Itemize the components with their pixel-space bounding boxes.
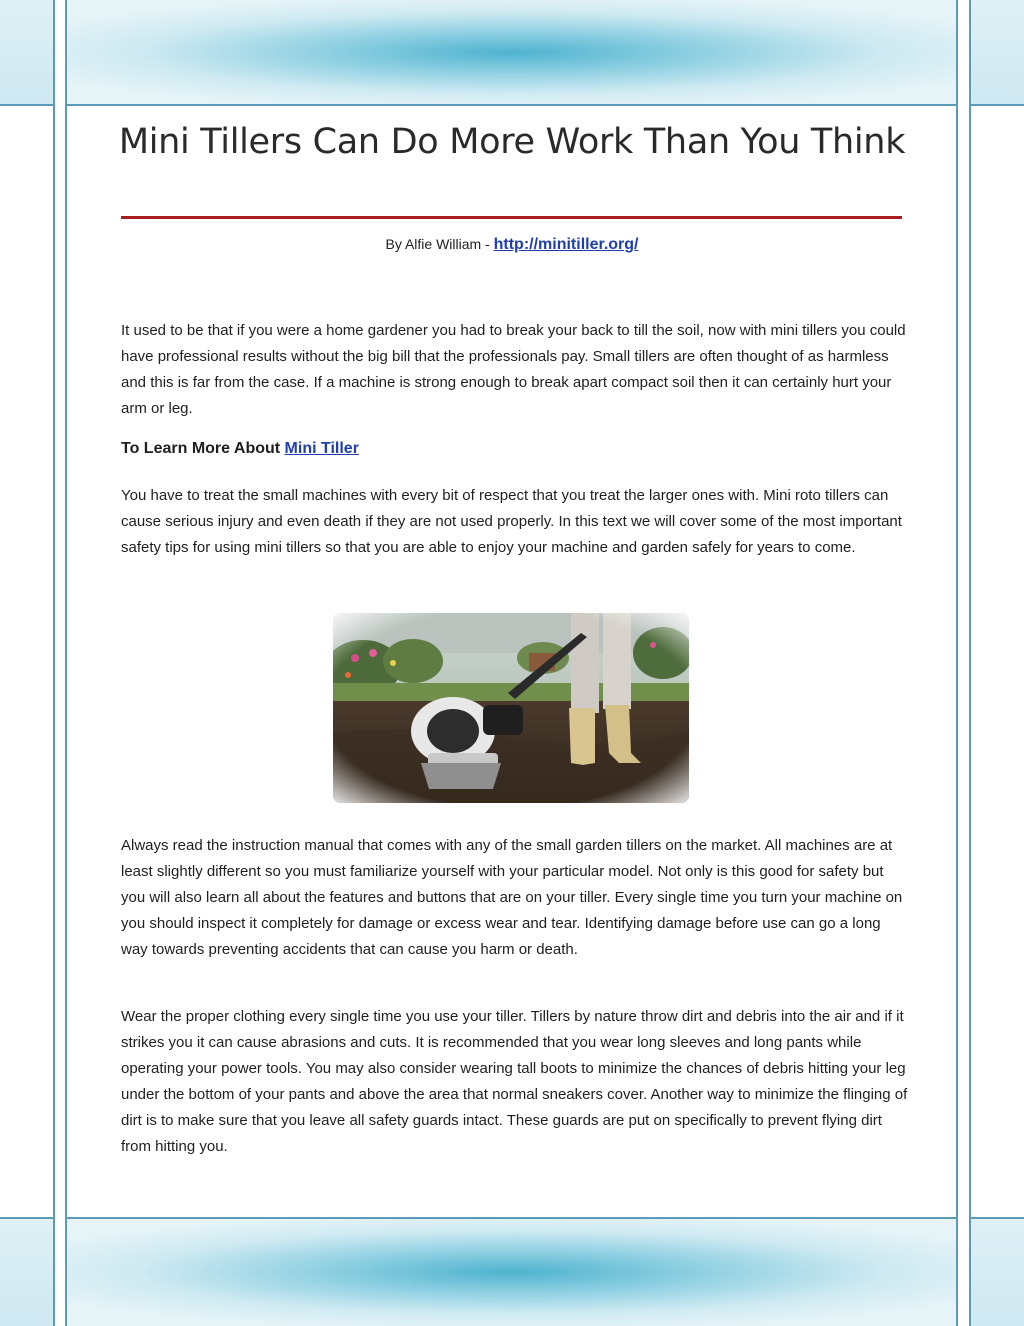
paragraph-clothing: Wear the proper clothing every single time you use your tiller. Tillers by nature throw dirt and debris into the air and if it strikes you it can cause abrasions and cuts. It is recommended that you wear long sleeves and long pants while operating your power tools. You may also consider wearing tall boots to minimize the chances of debris hitting your leg under the bottom of your pants and above the area that normal sneakers cover. Another way to minimize the flinging of dirt is to make sure that you leave all safety guards intact. These guards are put on specifically to prevent flying dirt from hitting you. [121, 1008, 908, 1155]
top-left-side-band [0, 0, 53, 105]
frame-line-left-outer [53, 0, 55, 1326]
paragraph-manual: Always read the instruction manual that comes with any of the small garden tillers on the market. All machines are at least slightly different so you must familiarize yourself with your particular model. Not only is this good for safety but you will also learn all about the features and buttons that are on your tiller. Every single time you turn your machine on you should inspect it completely for damage or excess wear and tear. Identifying damage before use can go a long way towards preventing accidents that can cause you harm or death. [121, 837, 903, 958]
frame-line-bottom-left [0, 1217, 55, 1219]
bottom-decorative-band [66, 1218, 957, 1326]
frame-line-top [65, 104, 958, 106]
bottom-left-side-band [0, 1218, 53, 1326]
tiller-photo-illustration [333, 613, 689, 803]
frame-line-top-right [969, 104, 1024, 106]
top-decorative-band [66, 0, 957, 105]
frame-line-top-left [0, 104, 55, 106]
paragraph-respect: You have to treat the small machines with every bit of respect that you treat the larger ones with. Mini roto tillers can cause serious injury and even death if they are not used properly. In this text we will cover some of the most important safety tips for using mini tillers so that you are able to enjoy your machine and garden safely for years to come. [121, 487, 902, 556]
frame-line-right-inner [956, 0, 958, 1326]
byline-site-link[interactable]: http://minitiller.org/ [493, 236, 639, 253]
title-underline-rule [121, 216, 902, 219]
top-right-side-band [971, 0, 1024, 105]
frame-line-bottom-right [969, 1217, 1024, 1219]
learn-more-label: To Learn More About [121, 440, 285, 457]
mini-tiller-link[interactable]: Mini Tiller [284, 440, 359, 457]
learn-more-heading [121, 440, 359, 458]
frame-line-left-inner [65, 0, 67, 1326]
byline [0, 236, 1024, 254]
byline-author: By Alfie William - [385, 236, 494, 252]
article-title: Mini Tillers Can Do More Work Than You Think [118, 122, 906, 162]
bottom-right-side-band [971, 1218, 1024, 1326]
paragraph-intro: It used to be that if you were a home gardener you had to break your back to till the soil, now with mini tillers you could have professional results without the big bill that the professionals pay. Small tillers are often thought of as harmless and this is far from the case. If a machine is strong enough to break apart compact soil then it can certainly hurt your arm or leg. [121, 322, 906, 417]
tiller-photo [333, 613, 689, 803]
frame-line-bottom [65, 1217, 958, 1219]
frame-line-right-outer [969, 0, 971, 1326]
